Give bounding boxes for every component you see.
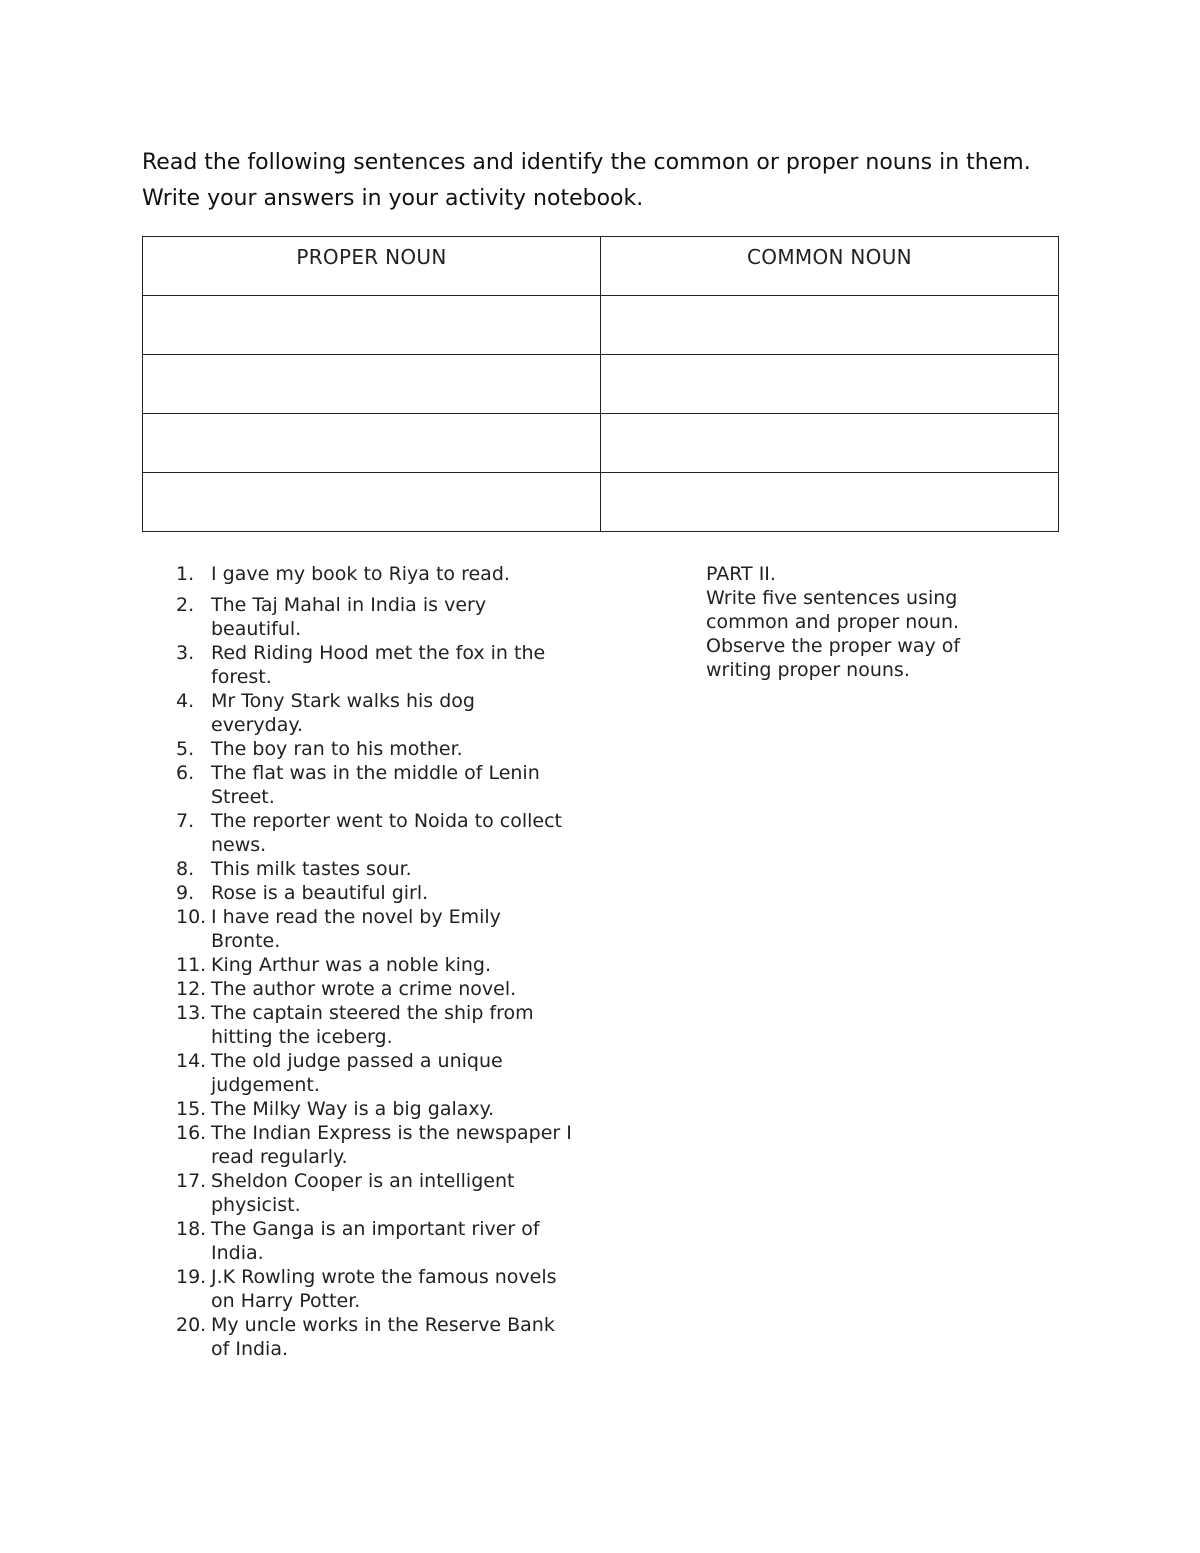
list-item: [172, 1121, 572, 1169]
list-number: 13.: [176, 1002, 207, 1024]
list-item: [172, 857, 572, 881]
list-number: 5.: [176, 738, 195, 760]
list-item: [172, 641, 572, 689]
list-number: 6.: [176, 762, 195, 784]
list-item: [172, 1217, 572, 1265]
list-number: 3.: [176, 642, 195, 664]
part2-section: [706, 562, 1006, 682]
list-number: 12.: [176, 978, 207, 1000]
list-item: [172, 881, 572, 905]
sentence-text: J.K Rowling wrote the famous novels on Harry Potter.: [211, 1266, 557, 1312]
sentence-text: The Ganga is an important river of India.: [211, 1218, 540, 1264]
list-item: [172, 1049, 572, 1097]
sentence-text: Rose is a beautiful girl.: [211, 882, 429, 904]
sentence-text: The reporter went to Noida to collect news.: [211, 810, 563, 856]
list-item: [172, 953, 572, 977]
answer-cell-common[interactable]: [601, 473, 1059, 532]
list-number: 10.: [176, 906, 207, 928]
answer-cell-proper[interactable]: [143, 414, 601, 473]
list-item: [172, 1001, 572, 1049]
table-row: [143, 414, 1059, 473]
list-number: 4.: [176, 690, 195, 712]
sentence-text: The old judge passed a unique judgement.: [211, 1050, 503, 1096]
list-item: [172, 1313, 572, 1361]
list-number: 19.: [176, 1266, 207, 1288]
list-number: 18.: [176, 1218, 207, 1240]
answer-cell-proper[interactable]: [143, 473, 601, 532]
sentence-text: I have read the novel by Emily Bronte.: [211, 906, 501, 952]
sentence-text: The author wrote a crime novel.: [211, 978, 517, 1000]
sentence-text: The Indian Express is the newspaper I read regularly.: [211, 1122, 572, 1168]
list-number: 17.: [176, 1170, 207, 1192]
list-item: [172, 905, 572, 953]
answer-cell-proper[interactable]: [143, 296, 601, 355]
list-item: [172, 1097, 572, 1121]
list-item: [172, 1265, 572, 1313]
list-number: 11.: [176, 954, 207, 976]
list-number: 7.: [176, 810, 195, 832]
sentence-text: King Arthur was a noble king.: [211, 954, 492, 976]
sentence-list-column: [172, 562, 572, 1361]
sentence-text: Sheldon Cooper is an intelligent physicist.: [211, 1170, 515, 1216]
list-item: [172, 809, 572, 857]
table-row: [143, 355, 1059, 414]
table-header-row: [143, 237, 1059, 296]
answer-cell-common[interactable]: [601, 355, 1059, 414]
list-number: 8.: [176, 858, 195, 880]
list-number: 20.: [176, 1314, 207, 1336]
list-item: [172, 737, 572, 761]
list-number: 15.: [176, 1098, 207, 1120]
list-item: [172, 977, 572, 1001]
sentence-text: The Taj Mahal in India is very beautiful.: [211, 594, 487, 640]
list-number: 9.: [176, 882, 195, 904]
header-common-noun: COMMON NOUN: [601, 237, 1059, 296]
list-number: 16.: [176, 1122, 207, 1144]
sentence-list: [172, 562, 572, 1361]
list-number: 2.: [176, 594, 195, 616]
sentence-text: This milk tastes sour.: [211, 858, 412, 880]
answer-cell-common[interactable]: [601, 296, 1059, 355]
table-row: [143, 473, 1059, 532]
table-row: [143, 296, 1059, 355]
list-item: [172, 593, 572, 641]
list-item: [172, 1169, 572, 1217]
header-proper-noun: PROPER NOUN: [143, 237, 601, 296]
list-item: [172, 562, 572, 586]
sentence-text: Red Riding Hood met the fox in the forest.: [211, 642, 546, 688]
sentence-text: My uncle works in the Reserve Bank of India.: [211, 1314, 555, 1360]
answer-cell-proper[interactable]: [143, 355, 601, 414]
answer-cell-common[interactable]: [601, 414, 1059, 473]
part2-heading: PART II.: [706, 563, 776, 585]
sentence-text: Mr Tony Stark walks his dog everyday.: [211, 690, 475, 736]
sentence-text: The boy ran to his mother.: [211, 738, 463, 760]
sentence-text: The Milky Way is a big galaxy.: [211, 1098, 495, 1120]
part2-instructions: Write five sentences using common and proper noun. Observe the proper way of writing proper nouns.: [706, 587, 961, 681]
list-item: [172, 689, 572, 737]
answer-table: [142, 236, 1059, 532]
instructions-text: Read the following sentences and identify the common or proper nouns in them. Write your answers in your activity notebook.: [142, 150, 1031, 211]
sentence-text: The captain steered the ship from hitting the iceberg.: [211, 1002, 534, 1048]
sentence-text: I gave my book to Riya to read.: [211, 563, 510, 585]
list-number: 1.: [176, 563, 195, 585]
list-item: [172, 761, 572, 809]
list-number: 14.: [176, 1050, 207, 1072]
sentence-text: The flat was in the middle of Lenin Street.: [211, 762, 540, 808]
